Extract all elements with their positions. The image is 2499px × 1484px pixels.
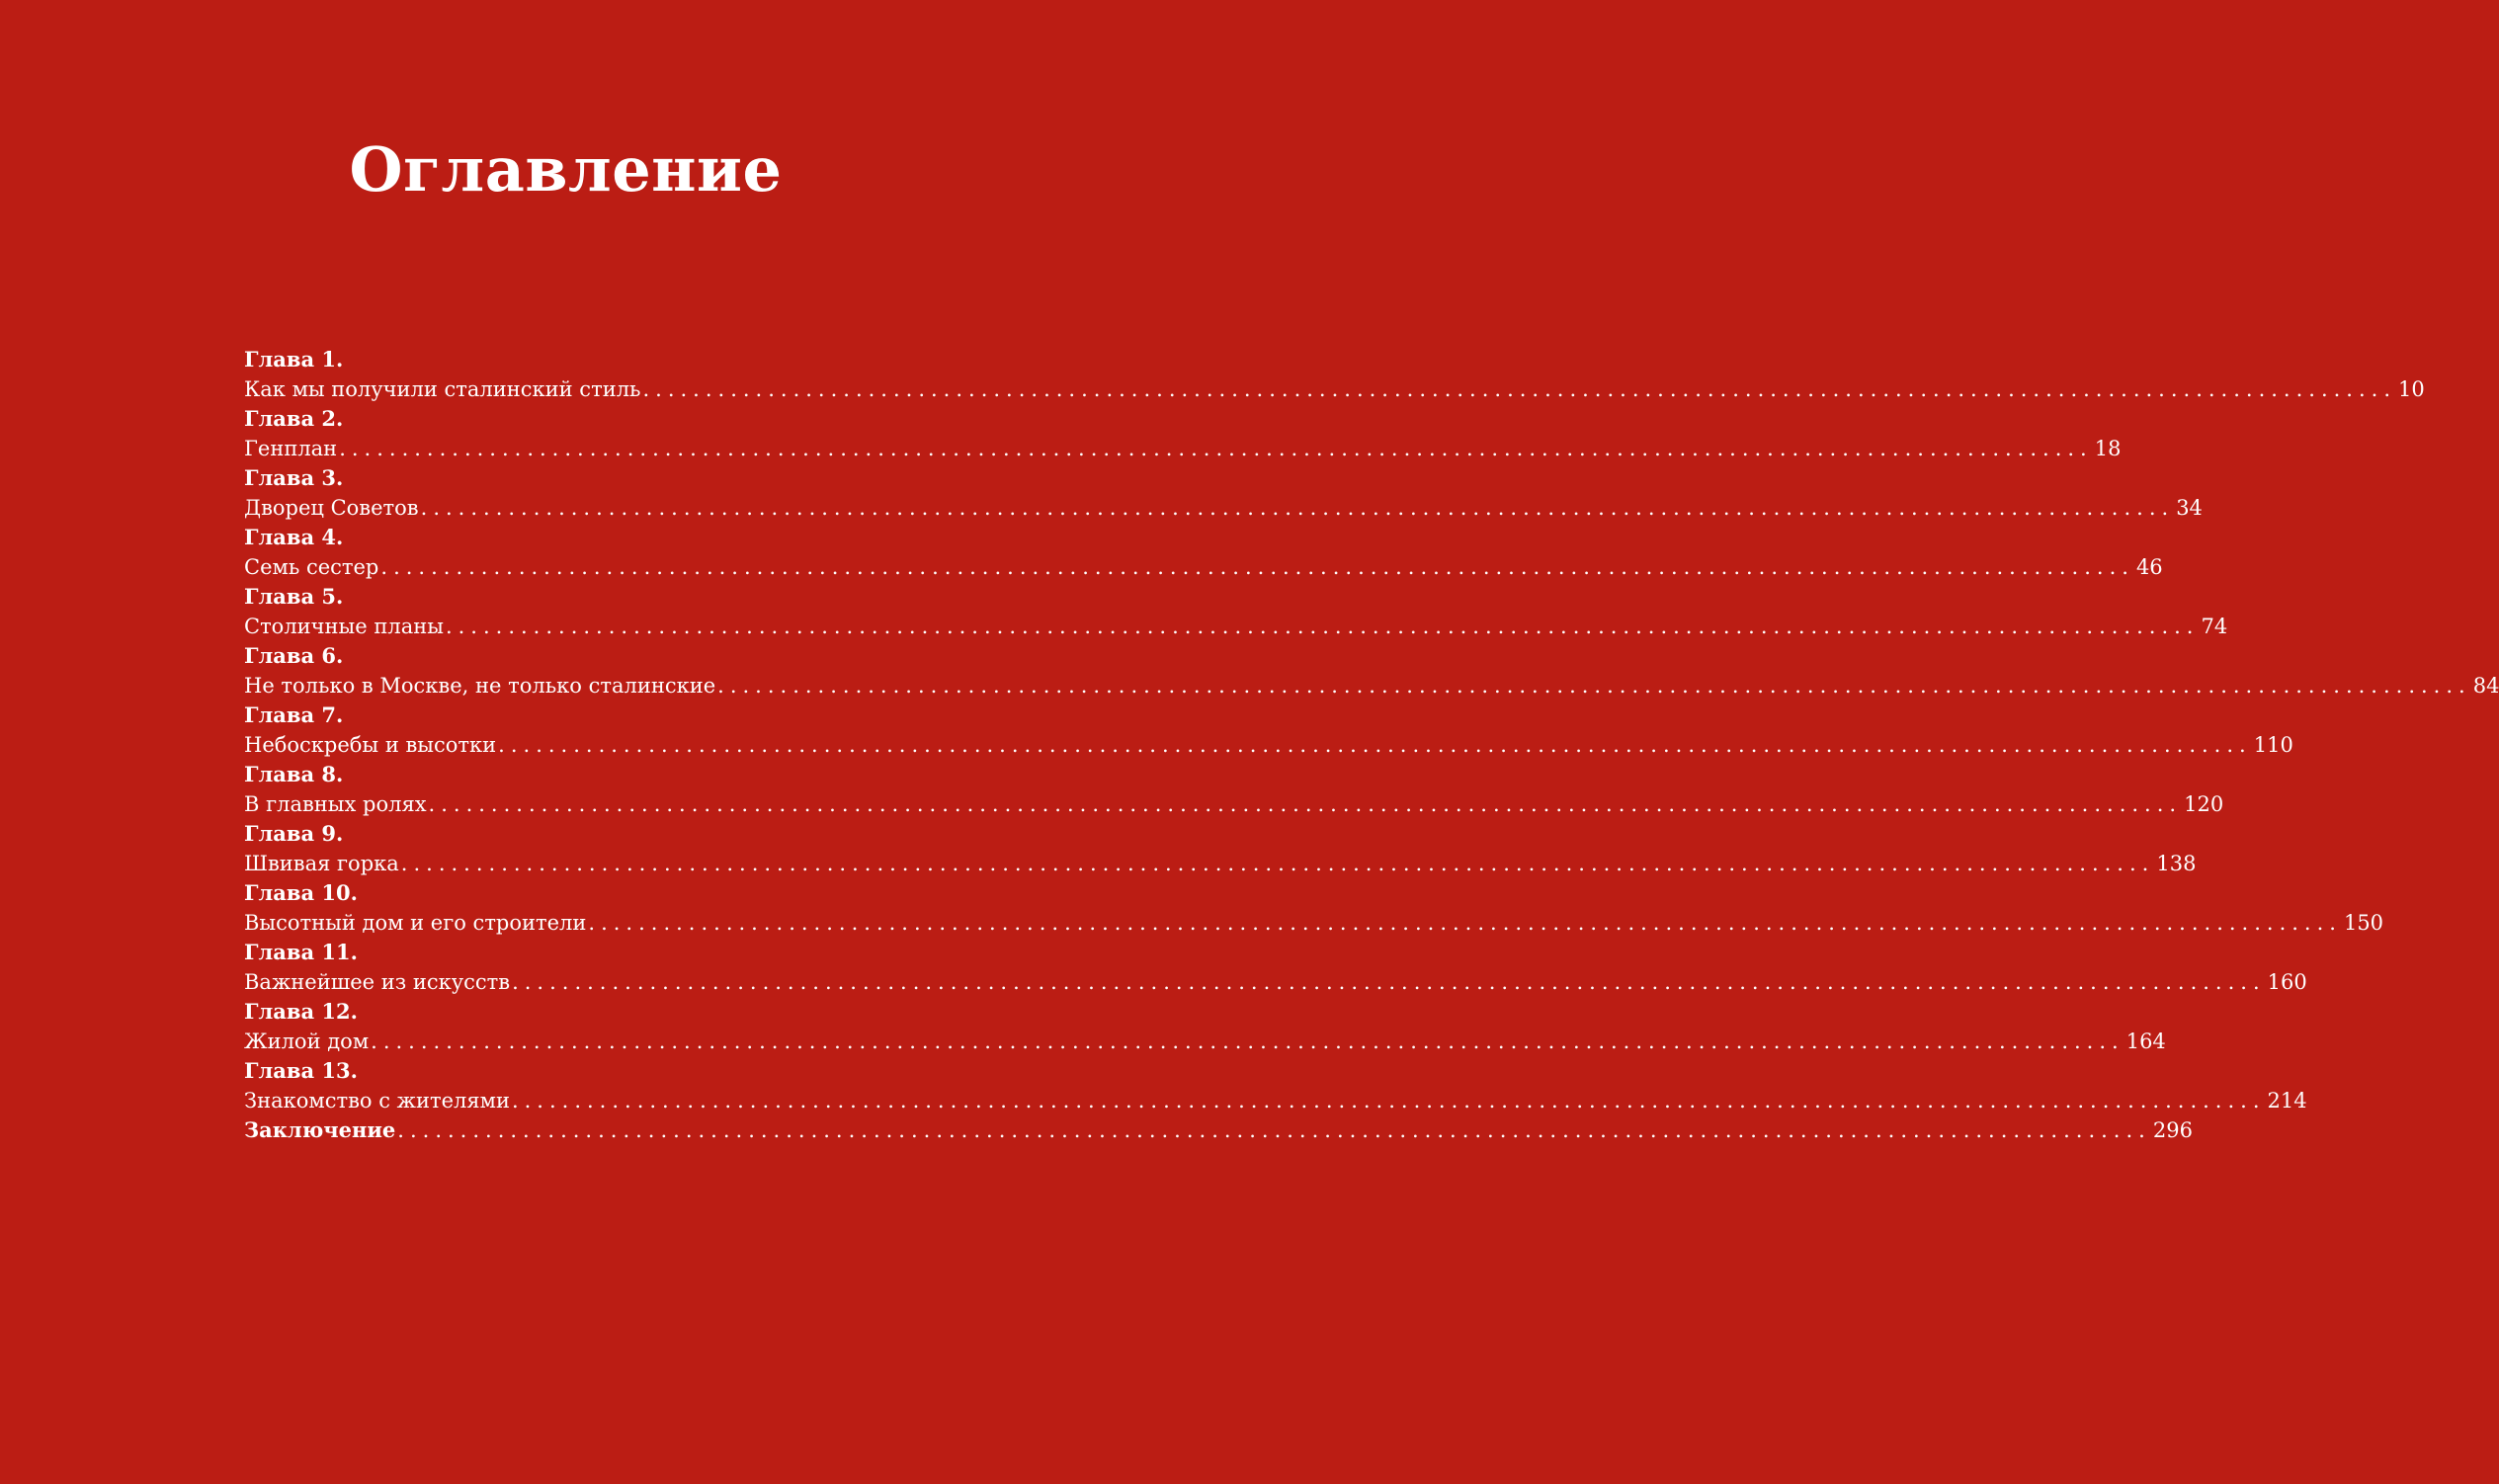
entry-title: Столичные планы [244,615,444,638]
chapter-label: Глава 2. [244,406,344,431]
page-number: 214 [2267,1089,2307,1113]
chapter-label: Глава 9. [244,821,344,846]
dot-leader: ............................................................................................................................................ [511,1089,2266,1113]
toc-row [244,374,2425,404]
chapter-label: Глава 11. [244,940,358,964]
table-of-contents [244,345,2499,1145]
entry-title: Не только в Москве, не только сталинские [244,674,716,698]
toc-entry-chapter-7[interactable] [244,701,2293,760]
dot-leader: ............................................................................................................................................ [400,852,2155,875]
toc-row [244,789,2224,819]
entry-title: Как мы получили сталинский стиль [244,377,641,401]
page-number: 150 [2343,911,2384,935]
toc-row [244,434,2122,463]
toc-row [244,612,2228,641]
entry-title: Знакомство с жителями [244,1089,510,1113]
dot-leader: ............................................................................................................................................ [588,911,2342,935]
toc-entry-chapter-12[interactable] [244,997,2166,1056]
entry-title: Жилой дом [244,1030,370,1053]
toc-entry-chapter-11[interactable] [244,938,2307,997]
dot-leader: ............................................................................................................................................ [339,437,2093,460]
page-number: 120 [2184,792,2224,816]
chapter-label: Глава 4. [244,525,344,549]
toc-entry-chapter-13[interactable] [244,1056,2307,1115]
chapter-label: Глава 3. [244,465,344,490]
page-title: Оглавление [349,133,783,206]
toc-entry-chapter-1[interactable] [244,345,2425,404]
page-number: 138 [2156,852,2197,875]
toc-row [244,1086,2307,1115]
page-number: 164 [2125,1030,2166,1053]
toc-entry-chapter-8[interactable] [244,760,2224,819]
chapter-label: Глава 6. [244,643,344,668]
page-number: 10 [2398,377,2425,401]
chapter-label: Глава 1. [244,347,344,371]
toc-entry-conclusion[interactable] [244,1115,2193,1145]
entry-title: Небоскребы и высотки [244,733,497,757]
dot-leader: ............................................................................................................................................ [445,615,2200,638]
entry-title: Генплан [244,437,338,460]
page-number: 84 [2472,674,2499,698]
dot-leader: ............................................................................................................................................ [371,1030,2124,1053]
page-number: 34 [2176,496,2203,520]
toc-row [244,1115,2193,1145]
toc-row [244,671,2499,701]
entry-title: В главных ролях [244,792,427,816]
toc-entry-chapter-4[interactable] [244,523,2163,582]
toc-row [244,849,2197,878]
chapter-label: Глава 12. [244,999,358,1024]
toc-entry-chapter-2[interactable] [244,404,2122,463]
dot-leader: ............................................................................................................................................ [397,1118,2151,1142]
chapter-label: Глава 13. [244,1058,358,1083]
page-number: 46 [2135,555,2163,579]
toc-row [244,493,2203,523]
toc-entry-chapter-5[interactable] [244,582,2228,641]
page-number: 296 [2152,1118,2193,1142]
toc-row [244,730,2293,760]
entry-title: Семь сестер [244,555,379,579]
entry-title: Заключение [244,1117,396,1142]
dot-leader: ............................................................................................................................................ [642,377,2397,401]
page-number: 110 [2253,733,2293,757]
toc-row [244,967,2307,997]
toc-entry-chapter-10[interactable] [244,878,2384,938]
toc-row [244,552,2163,582]
toc-row [244,908,2384,938]
page-number: 74 [2201,615,2228,638]
entry-title: Высотный дом и его строители [244,911,587,935]
chapter-label: Глава 7. [244,702,344,727]
toc-entry-chapter-3[interactable] [244,463,2203,523]
dot-leader: ............................................................................................................................................ [428,792,2183,816]
entry-title: Дворец Советов [244,496,419,520]
entry-title: Швивая горка [244,852,399,875]
dot-leader: ............................................................................................................................................ [512,970,2266,994]
toc-row [244,1027,2166,1056]
dot-leader: ............................................................................................................................................ [380,555,2134,579]
chapter-label: Глава 10. [244,880,358,905]
page-number: 160 [2267,970,2307,994]
dot-leader: ............................................................................................................................................ [717,674,2471,698]
toc-entry-chapter-9[interactable] [244,819,2197,878]
dot-leader: ............................................................................................................................................ [498,733,2252,757]
chapter-label: Глава 8. [244,762,344,786]
chapter-label: Глава 5. [244,584,344,609]
page-number: 18 [2094,437,2122,460]
toc-entry-chapter-6[interactable] [244,641,2499,701]
entry-title: Важнейшее из искусств [244,970,511,994]
dot-leader: ............................................................................................................................................ [420,496,2175,520]
